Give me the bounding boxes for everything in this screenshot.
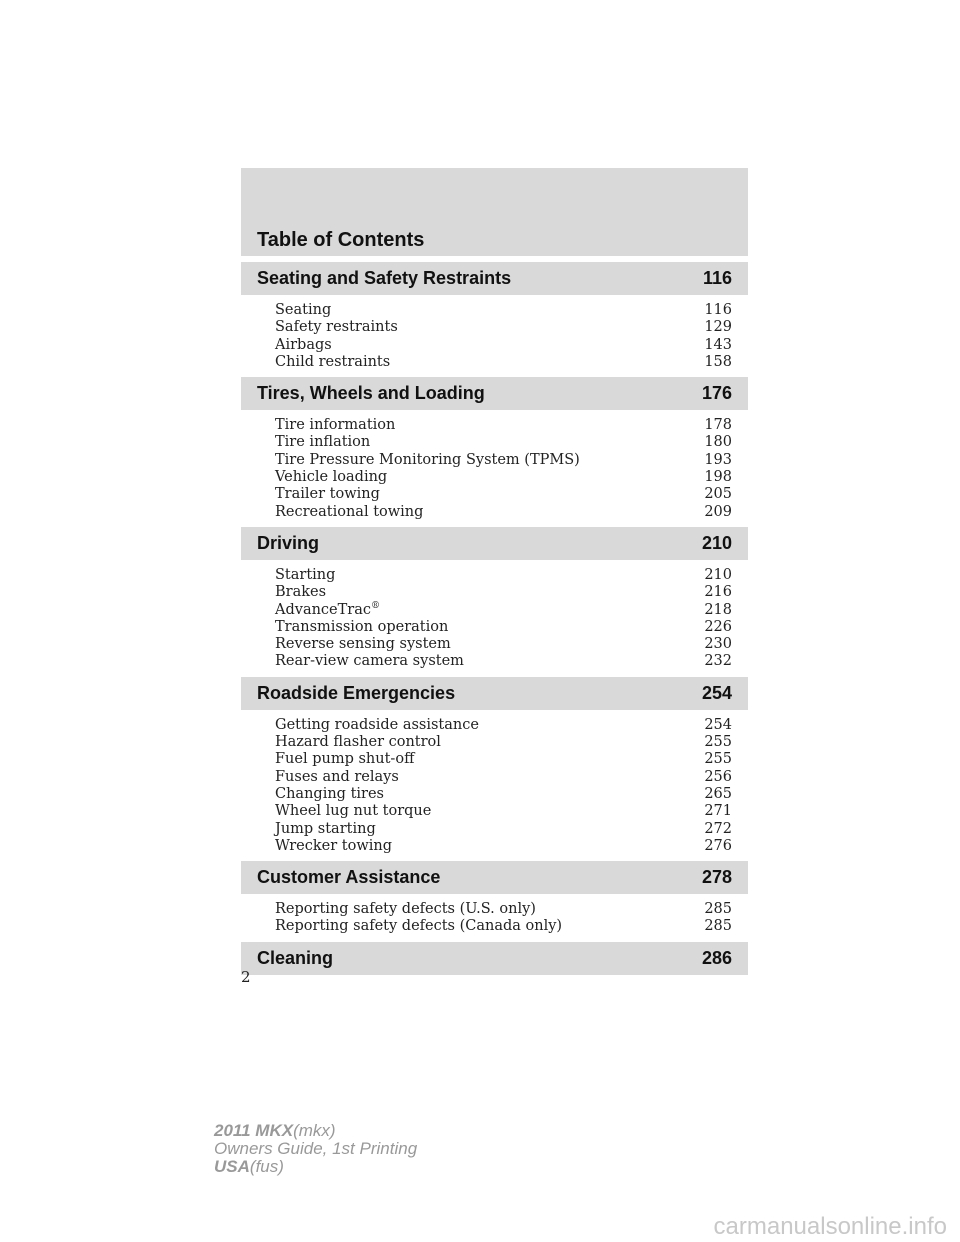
section-title: Tires, Wheels and Loading xyxy=(257,383,485,404)
toc-header xyxy=(241,168,748,256)
toc-entry[interactable] xyxy=(275,838,732,855)
toc-entry-label: Fuel pump shut-off xyxy=(275,751,415,768)
section-title: Customer Assistance xyxy=(257,867,441,888)
toc-entry-page: 226 xyxy=(704,618,732,635)
toc-entry[interactable] xyxy=(275,584,732,601)
toc-entry-label: Getting roadside assistance xyxy=(275,716,479,733)
footer-line-1 xyxy=(214,1122,417,1140)
toc-entry-label-wrap xyxy=(275,417,395,434)
table-of-contents xyxy=(241,262,748,975)
toc-entry-label: Wrecker towing xyxy=(275,837,393,854)
toc-entry-page: 143 xyxy=(704,336,732,353)
document-footer xyxy=(214,1122,417,1176)
toc-entry-page: 209 xyxy=(704,503,732,520)
toc-entry[interactable] xyxy=(275,354,732,371)
section-heading[interactable] xyxy=(241,677,748,710)
toc-entry-label-wrap xyxy=(275,769,399,786)
toc-entry[interactable] xyxy=(275,602,732,619)
toc-entry[interactable] xyxy=(275,636,732,653)
toc-entry-label: Trailer towing xyxy=(275,486,380,503)
toc-entry-page: 230 xyxy=(704,636,732,653)
toc-entry-page: 210 xyxy=(704,566,732,583)
section-title: Cleaning xyxy=(257,947,334,968)
toc-entry-label-wrap xyxy=(275,751,414,768)
toc-entry-label-wrap xyxy=(275,602,380,619)
toc-entry-label: Airbags xyxy=(275,336,332,353)
toc-entry[interactable] xyxy=(275,319,732,336)
toc-entry-label-wrap xyxy=(275,337,332,354)
toc-entry-label: Reporting safety defects (U.S. only) xyxy=(275,901,536,918)
toc-entry-label: Tire information xyxy=(275,417,396,434)
toc-entry[interactable] xyxy=(275,504,732,521)
toc-entry[interactable] xyxy=(275,769,732,786)
toc-entry-label-wrap xyxy=(275,319,398,336)
section-items xyxy=(241,710,748,861)
section-title: Roadside Emergencies xyxy=(257,682,456,703)
toc-entry-label-wrap xyxy=(275,619,448,636)
toc-entry[interactable] xyxy=(275,918,732,935)
toc-entry-label-wrap xyxy=(275,717,479,734)
toc-entry-label-wrap xyxy=(275,504,423,521)
toc-entry-label-wrap xyxy=(275,786,384,803)
section-page: 116 xyxy=(702,268,732,288)
section-items xyxy=(241,410,748,527)
toc-entry-label-wrap xyxy=(275,354,390,371)
toc-entry-page: 265 xyxy=(704,785,732,802)
toc-entry[interactable] xyxy=(275,486,732,503)
toc-entry-page: 216 xyxy=(704,584,732,601)
toc-entry-page: 218 xyxy=(704,601,732,618)
footer-market-code: (fus) xyxy=(249,1157,284,1176)
toc-entry[interactable] xyxy=(275,901,732,918)
toc-entry-label-wrap xyxy=(275,821,376,838)
section-title: Driving xyxy=(257,532,320,553)
toc-entry-label: Reporting safety defects (Canada only) xyxy=(275,918,563,935)
toc-entry[interactable] xyxy=(275,734,732,751)
section-heading[interactable] xyxy=(241,262,748,295)
toc-entry-label: Safety restraints xyxy=(275,319,398,336)
toc-entry[interactable] xyxy=(275,567,732,584)
toc-entry-page: 276 xyxy=(704,837,732,854)
toc-entry-page: 116 xyxy=(704,302,732,318)
footer-line-3 xyxy=(214,1158,417,1176)
toc-entry-page: 158 xyxy=(704,353,732,370)
toc-entry[interactable] xyxy=(275,803,732,820)
toc-entry-page: 180 xyxy=(704,434,732,451)
toc-entry-page: 272 xyxy=(704,820,732,837)
toc-entry-label: AdvanceTrac xyxy=(275,601,371,618)
toc-entry-label: Wheel lug nut torque xyxy=(275,803,432,820)
toc-entry-label: Jump starting xyxy=(275,820,376,837)
toc-entry-label-wrap xyxy=(275,803,431,820)
toc-entry-label-wrap xyxy=(275,486,380,503)
toc-entry[interactable] xyxy=(275,821,732,838)
section-page: 286 xyxy=(701,947,732,968)
footer-line-2: Owners Guide, 1st Printing xyxy=(214,1139,418,1158)
toc-entry-label: Tire inflation xyxy=(275,434,371,451)
toc-entry-label-wrap xyxy=(275,653,464,670)
toc-entry-label: Tire Pressure Monitoring System (TPMS) xyxy=(275,451,580,468)
section-heading[interactable] xyxy=(241,377,748,410)
toc-entry[interactable] xyxy=(275,417,732,434)
toc-entry-page: 255 xyxy=(704,734,732,751)
footer-model: 2011 MKX xyxy=(214,1121,294,1140)
toc-entry[interactable] xyxy=(275,452,732,469)
toc-entry-page: 271 xyxy=(704,803,732,820)
section-page: 254 xyxy=(701,682,732,703)
section-title: Seating and Safety Restraints xyxy=(257,268,512,288)
section-page: 176 xyxy=(701,383,732,404)
toc-entry-page: 129 xyxy=(704,319,732,336)
toc-entry-page: 256 xyxy=(704,768,732,785)
footer-market: USA xyxy=(214,1157,250,1176)
toc-entry-page: 198 xyxy=(704,469,732,486)
toc-entry-label: Changing tires xyxy=(275,785,384,802)
toc-entry-label: Fuses and relays xyxy=(275,768,399,785)
toc-entry-label-wrap xyxy=(275,838,392,855)
toc-entry[interactable] xyxy=(275,717,732,734)
toc-entry[interactable] xyxy=(275,469,732,486)
toc-entry-page: 205 xyxy=(704,486,732,503)
toc-entry-label: Hazard flasher control xyxy=(275,734,441,751)
toc-entry-label: Starting xyxy=(275,566,336,583)
toc-entry-page: 255 xyxy=(704,751,732,768)
toc-entry-label: Child restraints xyxy=(275,353,391,370)
toc-entry-label: Reverse sensing system xyxy=(275,636,451,653)
toc-entry-label-wrap xyxy=(275,636,451,653)
toc-entry-label: Rear-view camera system xyxy=(275,653,464,670)
toc-entry-page: 285 xyxy=(704,901,732,918)
toc-entry-page: 178 xyxy=(704,417,732,434)
toc-entry-label-wrap xyxy=(275,584,326,601)
toc-entry-page: 232 xyxy=(704,653,732,670)
section-items xyxy=(241,295,748,377)
toc-entry-label: Transmission operation xyxy=(275,618,449,635)
toc-entry-label-wrap xyxy=(275,469,387,486)
section-page: 210 xyxy=(701,532,732,553)
toc-entry[interactable] xyxy=(275,619,732,636)
toc-entry-label-wrap xyxy=(275,434,370,451)
toc-entry-label-wrap xyxy=(275,901,536,918)
toc-entry-label: Vehicle loading xyxy=(275,469,388,486)
toc-entry[interactable] xyxy=(275,434,732,451)
toc-entry-label: Brakes xyxy=(275,584,327,601)
page-number: 2 xyxy=(241,968,251,986)
watermark: carmanualsonline.info xyxy=(713,1213,947,1240)
section-heading[interactable] xyxy=(241,861,748,894)
toc-entry-label-wrap xyxy=(275,918,562,935)
toc-entry[interactable] xyxy=(275,337,732,354)
toc-entry-label-wrap xyxy=(275,302,331,319)
page-title: Table of Contents xyxy=(257,229,425,251)
toc-entry-label: Seating xyxy=(275,302,332,318)
section-heading[interactable] xyxy=(241,527,748,560)
section-page: 278 xyxy=(701,867,732,888)
toc-entry[interactable] xyxy=(275,653,732,670)
footer-model-code: (mkx) xyxy=(293,1121,336,1140)
toc-entry-page: 254 xyxy=(704,716,732,733)
toc-entry-page: 285 xyxy=(704,918,732,935)
toc-entry-label-wrap xyxy=(275,452,580,469)
toc-entry-label-wrap xyxy=(275,567,335,584)
section-heading[interactable] xyxy=(241,942,748,975)
toc-entry[interactable] xyxy=(275,302,732,319)
section-items xyxy=(241,894,748,942)
toc-entry-page: 193 xyxy=(704,451,732,468)
toc-entry[interactable] xyxy=(275,786,732,803)
registered-mark: ® xyxy=(371,600,380,611)
section-items xyxy=(241,560,748,677)
toc-entry-label: Recreational towing xyxy=(275,503,424,520)
toc-entry[interactable] xyxy=(275,751,732,768)
toc-entry-label-wrap xyxy=(275,734,441,751)
